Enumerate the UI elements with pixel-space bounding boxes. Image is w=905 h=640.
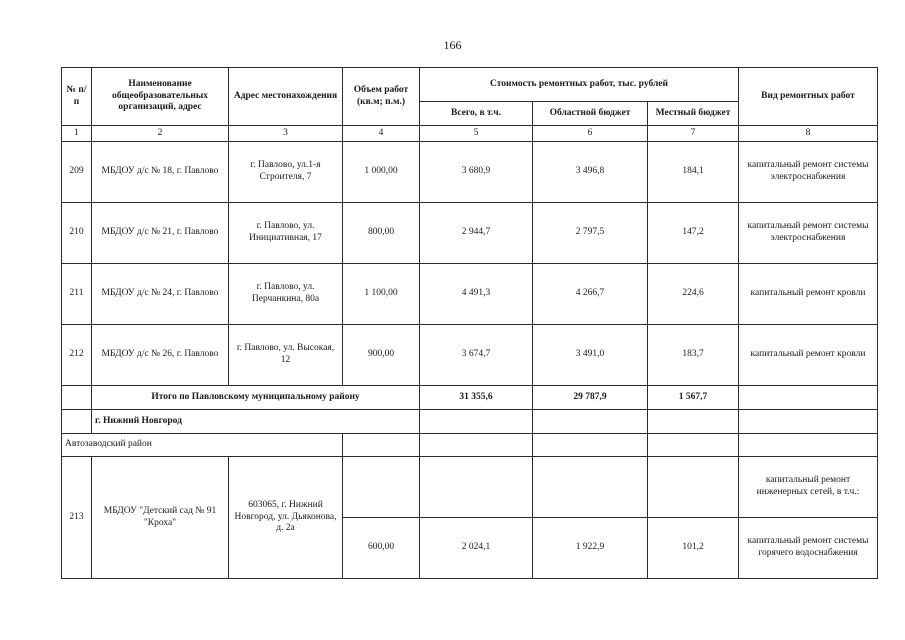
organization-name: МБДОУ д/с № 24, г. Павлово [92, 264, 229, 325]
header-number: № п/п [62, 68, 92, 126]
row-number: 210 [62, 203, 92, 264]
empty-cell [62, 410, 92, 434]
empty-cell [533, 434, 648, 457]
cost-local: 184,1 [648, 142, 739, 203]
page-number: 166 [443, 38, 462, 52]
empty-cell [533, 410, 648, 434]
cost-regional: 3 496,8 [533, 142, 648, 203]
empty-cell [533, 457, 648, 518]
work-type: капитальный ремонт системы горячего водоснабжения [739, 518, 878, 579]
organization-address: г. Павлово, ул. Инициативная, 17 [229, 203, 343, 264]
district-total-local: 1 567,7 [648, 386, 739, 410]
organization-name: МБДОУ д/с № 18, г. Павлово [92, 142, 229, 203]
work-volume: 900,00 [343, 325, 420, 386]
cost-regional: 4 266,7 [533, 264, 648, 325]
header-row-1 [62, 68, 878, 102]
work-type: капитальный ремонт системы электроснабжения [739, 142, 878, 203]
cost-total: 3 680,9 [420, 142, 533, 203]
cost-regional: 2 797,5 [533, 203, 648, 264]
table-row [62, 457, 878, 518]
organization-address: 603065, г. Нижний Новгород, ул. Дьяконова, д. 2а [229, 457, 343, 579]
row-number: 212 [62, 325, 92, 386]
empty-cell [343, 434, 420, 457]
column-number: 8 [739, 126, 878, 142]
header-cost-group: Стоимость ремонтных работ, тыс. рублей [420, 68, 739, 102]
organization-name: МБДОУ д/с № 26, г. Павлово [92, 325, 229, 386]
header-work-type: Вид ремонтных работ [739, 68, 878, 126]
work-volume: 1 000,00 [343, 142, 420, 203]
cost-total: 2 024,1 [420, 518, 533, 579]
organization-name: МБДОУ "Детский сад № 91 "Кроха" [92, 457, 229, 579]
organization-address: г. Павлово, ул. Перчанкина, 80а [229, 264, 343, 325]
work-type: капитальный ремонт системы электроснабжения [739, 203, 878, 264]
organization-name: МБДОУ д/с № 21, г. Павлово [92, 203, 229, 264]
district-total-regional: 29 787,9 [533, 386, 648, 410]
work-volume: 600,00 [343, 518, 420, 579]
table-row [62, 203, 878, 264]
work-type: капитальный ремонт кровли [739, 264, 878, 325]
header-volume: Объем работ (кв.м; п.м.) [343, 68, 420, 126]
column-number: 2 [92, 126, 229, 142]
district-heading-row [62, 434, 878, 457]
cost-total: 3 674,7 [420, 325, 533, 386]
cost-local: 147,2 [648, 203, 739, 264]
column-number: 5 [420, 126, 533, 142]
column-number: 3 [229, 126, 343, 142]
work-type: капитальный ремонт инженерных сетей, в т.ч.: [739, 457, 878, 518]
cost-regional: 3 491,0 [533, 325, 648, 386]
row-number: 211 [62, 264, 92, 325]
district-total-label: Итого по Павловскому муниципальному району [92, 386, 420, 410]
empty-cell [420, 457, 533, 518]
table-row [62, 264, 878, 325]
empty-cell [739, 410, 878, 434]
district-heading: Автозаводский район [62, 434, 343, 457]
empty-cell [739, 386, 878, 410]
empty-cell [62, 386, 92, 410]
column-number: 6 [533, 126, 648, 142]
cost-total: 4 491,3 [420, 264, 533, 325]
header-total: Всего, в т.ч. [420, 102, 533, 126]
repair-works-table [61, 67, 878, 579]
cost-local: 101,2 [648, 518, 739, 579]
header-organization: Наименование общеобразовательных организаций, адрес [92, 68, 229, 126]
city-heading-row [62, 410, 878, 434]
empty-cell [420, 434, 533, 457]
header-address: Адрес местонахождения [229, 68, 343, 126]
empty-cell [648, 410, 739, 434]
row-number: 213 [62, 457, 92, 579]
cost-local: 183,7 [648, 325, 739, 386]
cost-local: 224,6 [648, 264, 739, 325]
column-number: 7 [648, 126, 739, 142]
city-heading: г. Нижний Новгород [92, 410, 420, 434]
cost-total: 2 944,7 [420, 203, 533, 264]
work-volume: 1 100,00 [343, 264, 420, 325]
work-volume: 800,00 [343, 203, 420, 264]
table-row [62, 142, 878, 203]
table-row [62, 325, 878, 386]
empty-cell [648, 457, 739, 518]
header-local: Местный бюджет [648, 102, 739, 126]
district-total-sum: 31 355,6 [420, 386, 533, 410]
column-number: 1 [62, 126, 92, 142]
empty-cell [739, 434, 878, 457]
empty-cell [648, 434, 739, 457]
organization-address: г. Павлово, ул. Высокая, 12 [229, 325, 343, 386]
row-number: 209 [62, 142, 92, 203]
district-total-row [62, 386, 878, 410]
work-type: капитальный ремонт кровли [739, 325, 878, 386]
column-number: 4 [343, 126, 420, 142]
header-regional: Областной бюджет [533, 102, 648, 126]
cost-regional: 1 922,9 [533, 518, 648, 579]
empty-cell [420, 410, 533, 434]
empty-cell [343, 457, 420, 518]
organization-address: г. Павлово, ул.1-я Строителя, 7 [229, 142, 343, 203]
column-number-row [62, 126, 878, 142]
